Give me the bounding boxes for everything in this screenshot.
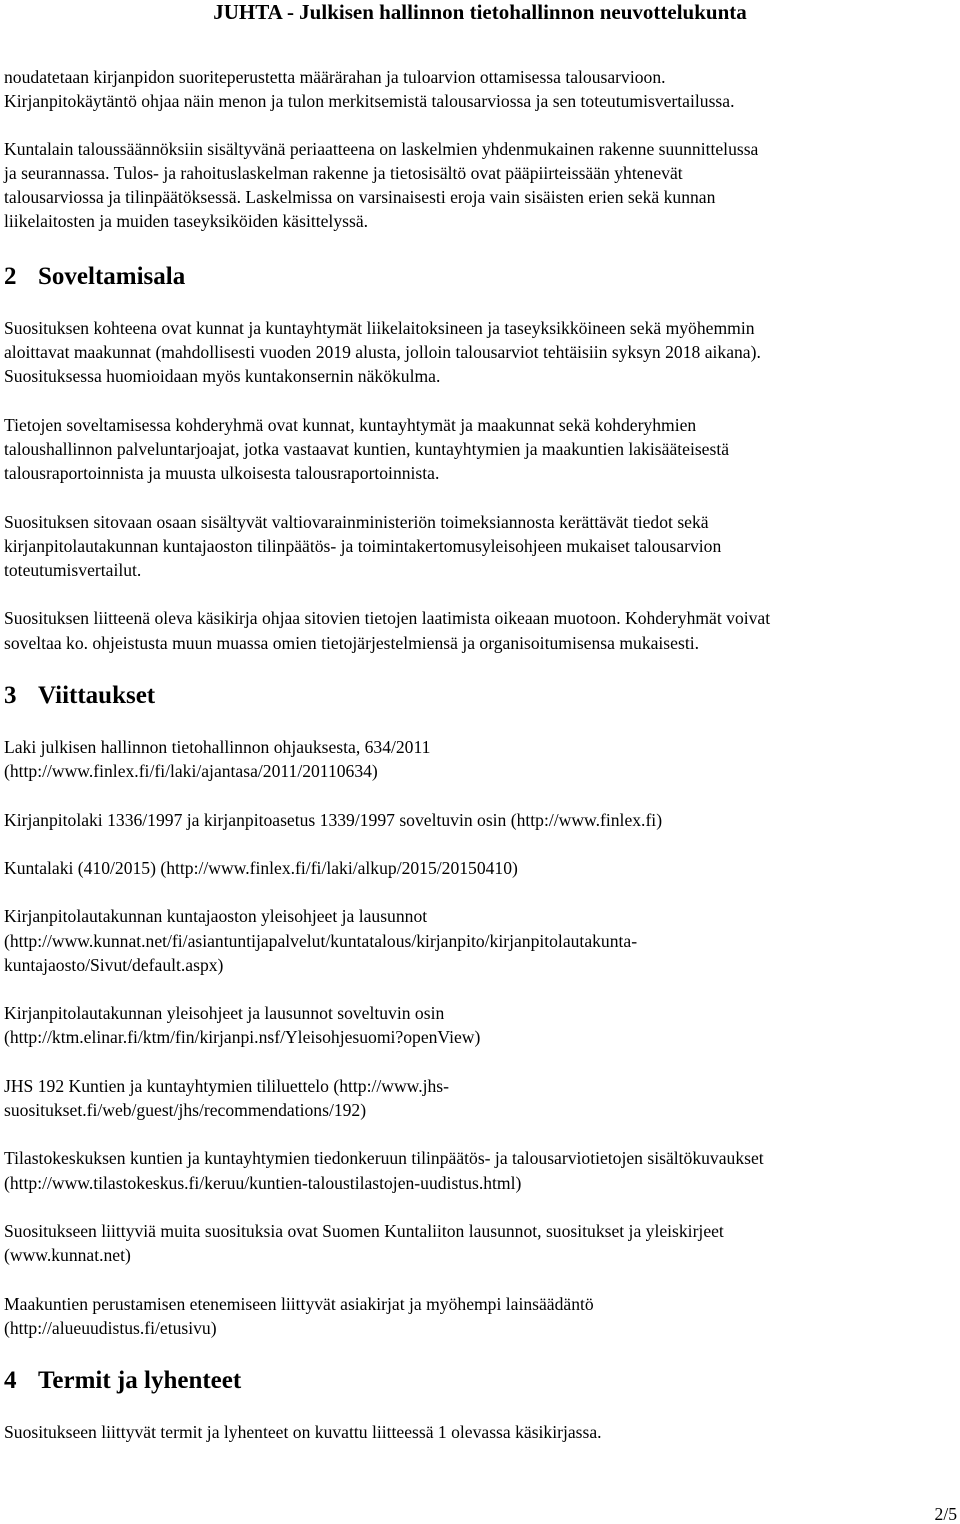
text-line: kirjanpitolautakunnan kuntajaoston tilinpäätös- ja toimintakertomusyleisohjeen mukaiset talousarvion (4, 535, 722, 556)
text-line: (www.kunnat.net) (4, 1245, 131, 1266)
text-line: Kirjanpitolautakunnan yleisohjeet ja lausunnot soveltuvin osin (4, 1003, 445, 1024)
section2-paragraph-1 (4, 316, 954, 389)
text-line: Tilastokeskuksen kuntien ja kuntayhtymien tiedonkeruun tilinpäätös- ja talousarviotietojen sisältökuvaukset (4, 1148, 764, 1169)
text-line: (http://ktm.elinar.fi/ktm/fin/kirjanpi.nsf/Yleisohjesuomi?openView) (4, 1027, 481, 1048)
text-line: ja seurannassa. Tulos- ja rahoituslaskelman rakenne ja tietosisältö ovat pääpiirteissään yhtenevät (4, 162, 683, 183)
text-line: (http://www.kunnat.net/fi/asiantuntijapalvelut/kuntatalous/kirjanpito/kirjanpitolautakunta- (4, 930, 638, 951)
text-line: Suosituksen liitteenä oleva käsikirja ohjaa sitovien tietojen laatimista oikeaan muotoon. Kohderyhmät voivat (4, 608, 771, 629)
section-heading-4: 4 Termit ja lyhenteet (4, 1367, 242, 1395)
text-line: Suositukseen liittyviä muita suosituksia ovat Suomen Kuntaliiton lausunnot, suositukset ja yleiskirjeet (4, 1220, 724, 1241)
text-line: noudatetaan kirjanpidon suoriteperustetta määrärahan ja tuloarvion ottamisessa talousarvioon. (4, 67, 666, 87)
text-line: Kirjanpitolaki 1336/1997 ja kirjanpitoasetus 1339/1997 soveltuvin osin (http://www.finlex.fi) (4, 809, 663, 830)
text-line: aloittavat maakunnat (mahdollisesti vuoden 2019 alusta, jolloin talousarviot tehtäisiin syksyn 2018 aikana). (4, 342, 761, 363)
text-line: Maakuntien perustamisen etenemiseen liittyvät asiakirjat ja myöhempi lainsäädäntö (4, 1293, 594, 1314)
reference-item (4, 1146, 954, 1195)
text-line: talousarviossa ja tilinpäätöksessä. Laskelmissa on varsinaisesti eroja vain sisäisten erien sekä kunnan (4, 187, 716, 208)
text-line: JHS 192 Kuntien ja kuntayhtymien tililuettelo (http://www.jhs- (4, 1075, 450, 1096)
text-line: Suositukseen liittyvät termit ja lyhenteet on kuvattu liitteessä 1 olevassa käsikirjassa. (4, 1422, 602, 1443)
text-line: (http://alueuudistus.fi/etusivu) (4, 1317, 217, 1338)
page-header: JUHTA - Julkisen hallinnon tietohallinnon neuvottelukunta (213, 0, 747, 24)
page-number: 2/5 (934, 1504, 957, 1524)
text-line: Laki julkisen hallinnon tietohallinnon ohjauksesta, 634/2011 (4, 737, 431, 758)
document-body (4, 65, 954, 1444)
text-line: talousraportoinnista ja muusta ulkoisesta talousraportoinnista. (4, 463, 440, 484)
text-line: (http://www.tilastokeskus.fi/keruu/kuntien-taloustilastojen-uudistus.html) (4, 1172, 522, 1193)
reference-item (4, 856, 954, 880)
text-line: Kirjanpitokäytäntö ohjaa näin menon ja tulon merkitsemistä talousarviossa ja sen toteutumisvertailussa. (4, 91, 735, 112)
text-line: liikelaitosten ja muiden taseyksiköiden käsittelyssä. (4, 211, 369, 232)
reference-item (4, 735, 954, 784)
text-line: kuntajaosto/Sivut/default.aspx) (4, 954, 224, 975)
section2-paragraph-4 (4, 606, 954, 655)
text-line: Kuntalain taloussäännöksiin sisältyvänä periaatteena on laskelmien yhdenmukainen rakenne suunnittelussa (4, 138, 759, 159)
reference-item (4, 1292, 954, 1341)
reference-item (4, 904, 954, 977)
text-line: Suosituksen sitovaan osaan sisältyvät valtiovarainministeriön toimeksiannosta kerättävät tiedot sekä (4, 511, 709, 532)
section4-paragraph-1 (4, 1420, 954, 1444)
text-line: suositukset.fi/web/guest/jhs/recommendations/192) (4, 1100, 367, 1121)
reference-item (4, 1219, 954, 1268)
reference-item (4, 1001, 954, 1050)
section2-paragraph-3 (4, 510, 954, 583)
reference-item (4, 808, 954, 832)
text-line: soveltaa ko. ohjeistusta muun muassa omien tietojärjestelmiensä ja organisoitumisensa mukaisesti. (4, 632, 699, 653)
text-line: Kirjanpitolautakunnan kuntajaoston yleisohjeet ja lausunnot (4, 906, 428, 927)
text-line: (http://www.finlex.fi/fi/laki/ajantasa/2011/20110634) (4, 761, 378, 782)
text-line: Tietojen soveltamisessa kohderyhmä ovat kunnat, kuntayhtymät ja maakunnat sekä kohderyhmien (4, 414, 697, 435)
intro-paragraph-1 (4, 65, 954, 114)
reference-item (4, 1074, 954, 1123)
text-line: Suosituksessa huomioidaan myös kuntakonsernin näkökulma. (4, 366, 441, 387)
section2-paragraph-2 (4, 413, 954, 486)
text-line: Suosituksen kohteena ovat kunnat ja kuntayhtymät liikelaitoksineen ja taseyksikköineen sekä myöhemmin (4, 317, 755, 338)
section-heading-3: 3 Viittaukset (4, 682, 156, 710)
section-heading-2: 2 Soveltamisala (4, 262, 186, 290)
intro-paragraph-2 (4, 137, 954, 234)
text-line: Kuntalaki (410/2015) (http://www.finlex.fi/fi/laki/alkup/2015/20150410) (4, 857, 518, 878)
text-line: taloushallinnon palveluntarjoajat, jotka vastaavat kuntien, kuntayhtymien ja maakuntien lakisääteisestä (4, 438, 730, 459)
text-line: toteutumisvertailut. (4, 560, 142, 581)
